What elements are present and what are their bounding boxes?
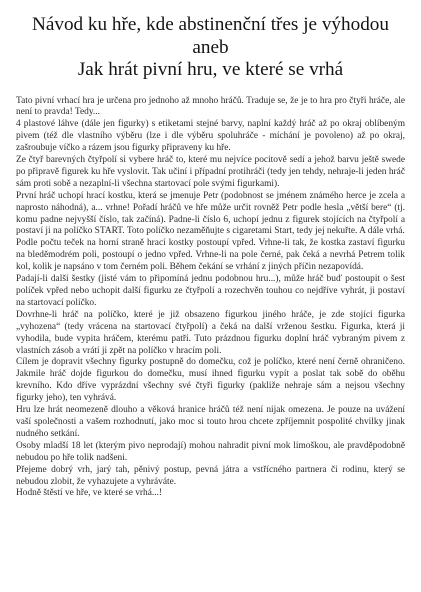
paragraph: Padají-li další šestky (jisté vám to připomíná jednu podobnou hru...), může hráč buď postoupit o šest políček vpřed nebo uchopit další figurku ze čtyřpolí a rozechvěn touhou co nejdříve vyhrát, ji postaví na startovací políčko. xyxy=(16,274,405,308)
paragraph: Hru lze hrát neomezeně dlouho a věková hranice hráčů též není nijak omezena. Je pouze na uvážení vaší společnosti a vašem rozhodnutí, jako moc si touto hrou chcete zpříjemnit pospolité chvilky jinak nudného setkání. xyxy=(16,405,405,439)
paragraph: Cílem je dopravit všechny figurky postupně do domečku, což je políčko, které není černě ohraničeno. Jakmile hráč dojde figurkou do domečku, musí ihned figurku vypít a poslat tak sobě do oběhu krevního. Kdo dříve vyprázdní všechny své čtyři figurky (pakliže nehraje sám a nejsou všechny figurky jeho), ten vyhrává. xyxy=(16,357,405,404)
instructions-body xyxy=(16,96,405,501)
title-line-1: Návod ku hře, kde abstinenční třes je výhodou xyxy=(31,14,389,35)
title-line-2: aneb xyxy=(192,36,229,58)
paragraph: Přejeme dobrý vrh, jarý tah, pěnivý postup, pevná játra a vstřícného partnera či rodinu, který se nebudou zlobit, že vyhazujete a vyhráváte. xyxy=(16,464,405,487)
paragraph: Tato pivní vrhací hra je určena pro jednoho až mnoho hráčů. Traduje se, že je to hra pro čtyři hráče, ale není to pravda! Tedy... xyxy=(16,95,405,118)
page-title xyxy=(16,14,405,82)
paragraph: Osoby mladší 18 let (kterým pivo neprodají) mohou nahradit pivní mok limoškou, ale pravděpodobně nebudou po hře tolik nadšeni. xyxy=(16,440,405,463)
paragraph: Hodně štěstí ve hře, ve které se vrhá...! xyxy=(16,488,163,499)
title-line-3: Jak hrát pivní hru, ve které se vrhá xyxy=(77,59,344,80)
paragraph: 4 plastové láhve (dále jen figurky) s etiketami stejné barvy, naplní každý hráč až po okraj oblíbeným pivem (též dle vlastního výběru (lze i dle výběru spoluhráče - míchání je povoleno) až po okraj, zašroubuje víčko a rázem jsou figurky připraveny ku hře. xyxy=(16,119,405,154)
paragraph: Ze čtyř barevných čtyřpolí si vybere hráč to, které mu nejvíce pocitově sedí a jehož barvu ještě swede po připravě figurek ku hře vyslovit. Tak učiní i případní protihráči (tedy jen tehdy, nehraje-li jeden hráč sám proti sobě a nezaplní-li všechna startovací pole svými figurkami). xyxy=(16,155,405,189)
paragraph: Dovrhne-li hráč na políčko, které je již obsazeno figurkou jiného hráče, je zde stojící figurka „vyhozena“ (tedy vrácena na startovací čtyřpolí) a čeká na další vrženou šestku. Figurka, která ji vyhodila, bude vypita hráčem, kterému patří. Tuto prázdnou figurku doplní hráč vybraným pivem z vlastních zásob a vrátí ji zpět na políčko v hracím poli. xyxy=(16,309,405,356)
paragraph: První hráč uchopí hrací kostku, která se jmenuje Petr (podobnost se jménem známého herce je zcela a naprosto náhodná), a... vrhne! Pořadí hráčů ve hře může určit rovněž Petr podle hesla „větší bere“ (tj. komu padne nejvyšší číslo, tak začíná). Padne-li číslo 6, uchopí jednu z figurek stojících na čtyřpolí a postaví ji na políčko START. Toto políčko nezaměňujte s cigaretami Start, tedy jej nekuřte. A dále vrhá. xyxy=(16,190,405,237)
paragraph: Podle počtu teček na horní straně hrací kostky postoupí vpřed. Vrhne-li tak, že kostka zastaví figurku na bleděmodrém poli, postoupí o jedno vpřed. Vrhne-li na pole černé, pak čeká a nevrhá Petrem tolik kol, kolik je napsáno v tom černém poli. Během čekání se vrhání z jiných příčin nezapovídá. xyxy=(16,238,405,273)
